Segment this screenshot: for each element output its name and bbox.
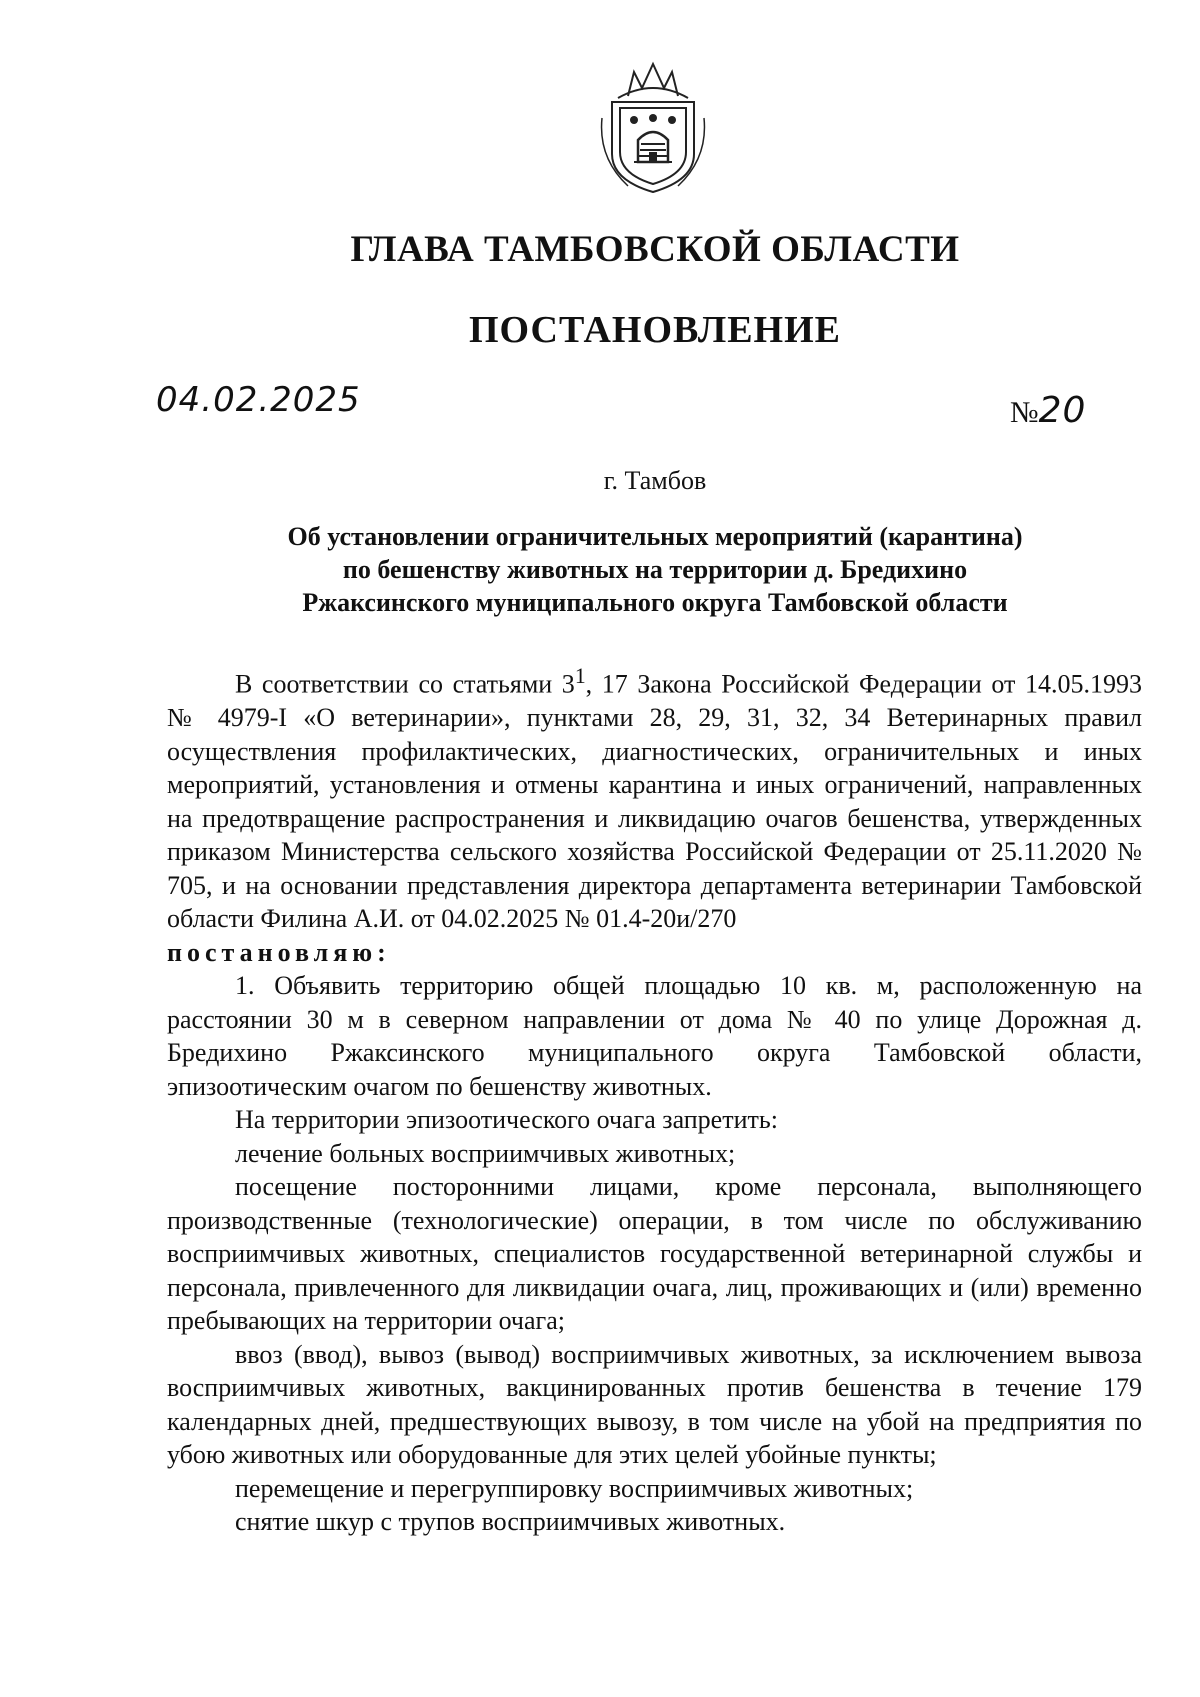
- preamble-paragraph: В соответствии со статьями $3^1$, 17 Закона Российской Федерации от 14.05.1993 № 4979-I «О ветеринарии», пунктами 28, 29, 31, 32, 34 Ветеринарных правил осуществления профилактических, диагностических, ограничительных и иных мероприятий, установления и отмены карантина и иных ограничений, направленных на предотвращение распространения и ликвидацию очагов бешенства, утвержденных приказом Министерства сельского хозяйства Российской Федерации от 25.11.2020 № 705, и на основании представления директора департамента ветеринарии Тамбовской области Филина А.И. от 04.02.2025 № 01.4-20и/270: [167, 664, 1142, 934]
- body-paragraph: ввоз (ввод), вывоз (вывод) восприимчивых животных, за исключением вывоза восприимчивых животных, вакцинированных против бешенства в течение 179 календарных дней, предшествующих вывозу, в том числе на убой на предприятия по убою животных или оборудованные для этих целей убойные пункты;: [167, 1339, 1142, 1470]
- issuing-authority: ГЛАВА ТАМБОВСКОЙ ОБЛАСТИ: [350, 229, 960, 270]
- number-value: 20: [1038, 390, 1087, 431]
- decree-word: постановляю:: [167, 937, 391, 967]
- body-paragraph: перемещение и перегруппировку восприимчивых животных;: [235, 1473, 914, 1503]
- tambov-coat-of-arms-icon: [598, 58, 708, 198]
- decree-word-paragraph: [167, 936, 1142, 970]
- body-paragraph: снятие шкур с трупов восприимчивых животных.: [235, 1507, 786, 1537]
- subject-line: Ржаксинского муниципального округа Тамбовской области: [302, 588, 1008, 617]
- subject-line: Об установлении ограничительных мероприятий (карантина): [287, 522, 1023, 551]
- city-of-issue: г. Тамбов: [603, 466, 707, 495]
- body-paragraph: лечение больных восприимчивых животных;: [235, 1138, 736, 1168]
- document-subject: [180, 520, 1130, 619]
- body-paragraph: 1. Объявить территорию общей площадью 10 кв. м, расположенную на расстоянии 30 м в северном направлении от дома № 40 по улице Дорожная д. Бредихино Ржаксинского муниципального округа Тамбовской области, эпизоотическим очагом по бешенству животных.: [167, 971, 1142, 1101]
- number-sign: №: [1010, 396, 1039, 429]
- body-paragraph: посещение посторонними лицами, кроме персонала, выполняющего производственные (технологические) операции, в том числе по обслуживанию восприимчивых животных, специалистов государственной ветеринарной службы и персонала, привлеченного для ликвидации очага, лиц, проживающих и (или) временно пребывающих на территории очага;: [167, 1172, 1142, 1336]
- document-date: 04.02.2025: [156, 380, 361, 420]
- superscript: 1: [574, 664, 586, 688]
- document-body: [167, 660, 1142, 1539]
- document-number: [1010, 390, 1086, 431]
- body-paragraph: На территории эпизоотического очага запретить:: [235, 1105, 778, 1135]
- document-type-title: ПОСТАНОВЛЕНИЕ: [468, 309, 842, 351]
- subject-line: по бешенству животных на территории д. Бредихино: [342, 555, 968, 584]
